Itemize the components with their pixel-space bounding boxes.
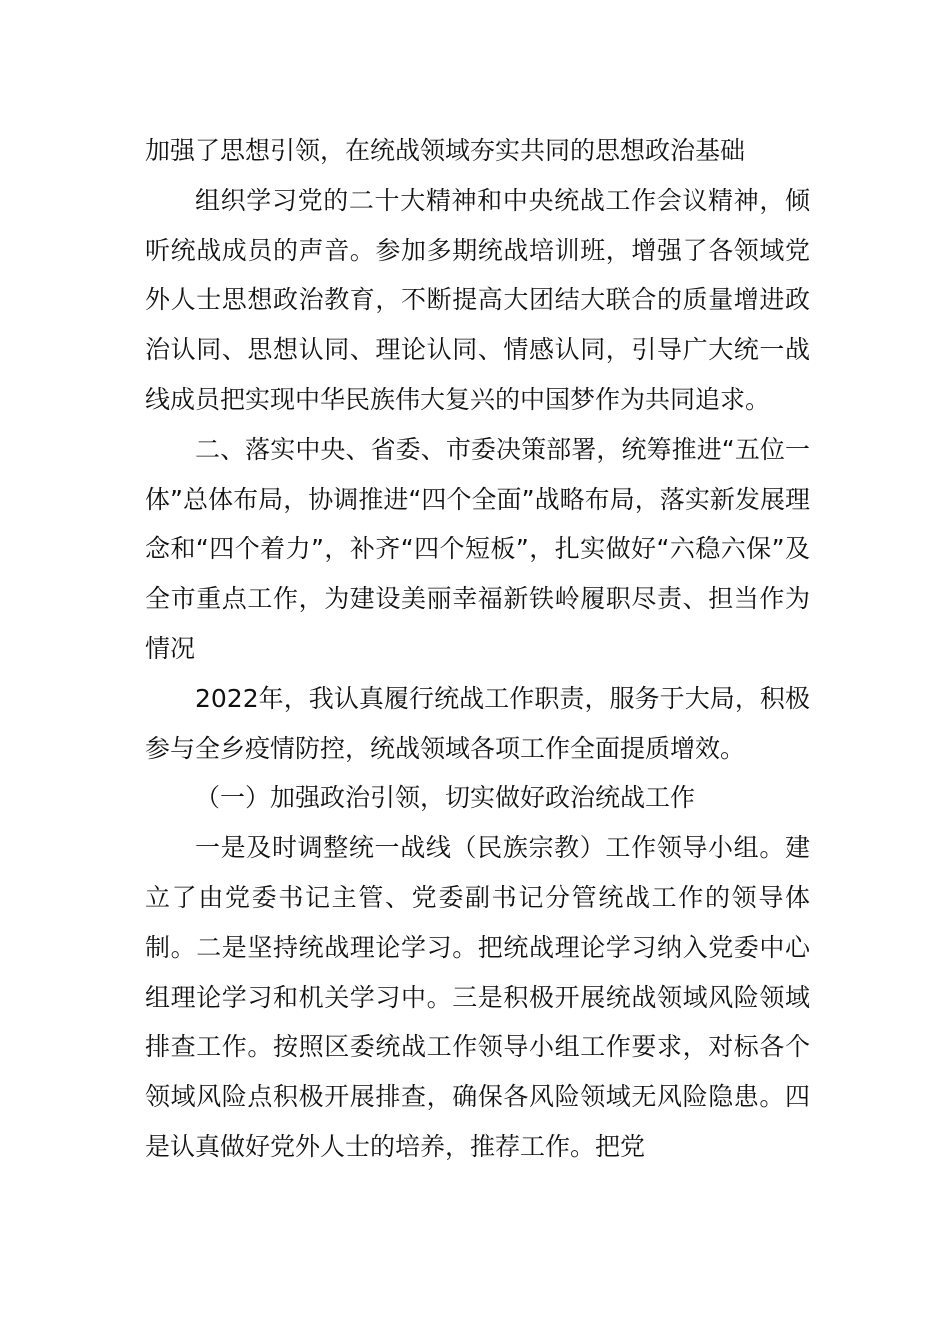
document-body: [145, 126, 810, 1172]
paragraph-heading-continuation: 加强了思想引领，在统战领域夯实共同的思想政治基础: [145, 136, 746, 165]
section-heading-two: 二、落实中央、省委、市委决策部署，统筹推进“五位一体”总体布局，协调推进“四个全面”战略布局，落实新发展理念和“四个着力”，补齐“四个短板”，扎实做好“六稳六保”及全市重点工作，为建设美丽幸福新铁岭履职尽责、担当作为情况: [145, 434, 810, 663]
paragraph-study: 组织学习党的二十大精神和中央统战工作会议精神，倾听统战成员的声音。参加多期统战培训班，增强了各领域党外人士思想政治教育，不断提高大团结大联合的质量增进政治认同、思想认同、理论认同、情感认同，引导广大统一战线成员把实现中华民族伟大复兴的中国梦作为共同追求。: [145, 185, 810, 414]
paragraph-measures: 一是及时调整统一战线（民族宗教）工作领导小组。建立了由党委书记主管、党委副书记分管统战工作的领导体制。二是坚持统战理论学习。把统战理论学习纳入党委中心组理论学习和机关学习中。三是积极开展统战领域风险领域排查工作。按照区委统战工作领导小组工作要求，对标各个领域风险点积极开展排查，确保各风险领域无风险隐患。四是认真做好党外人士的培养，推荐工作。把党: [145, 833, 810, 1161]
subsection-heading-one: （一）加强政治引领，切实做好政治统战工作: [195, 783, 696, 813]
paragraph-2022: 2022年，我认真履行统战工作职责，服务于大局，积极参与全乡疫情防控，统战领域各项工作全面提质增效。: [145, 683, 810, 763]
